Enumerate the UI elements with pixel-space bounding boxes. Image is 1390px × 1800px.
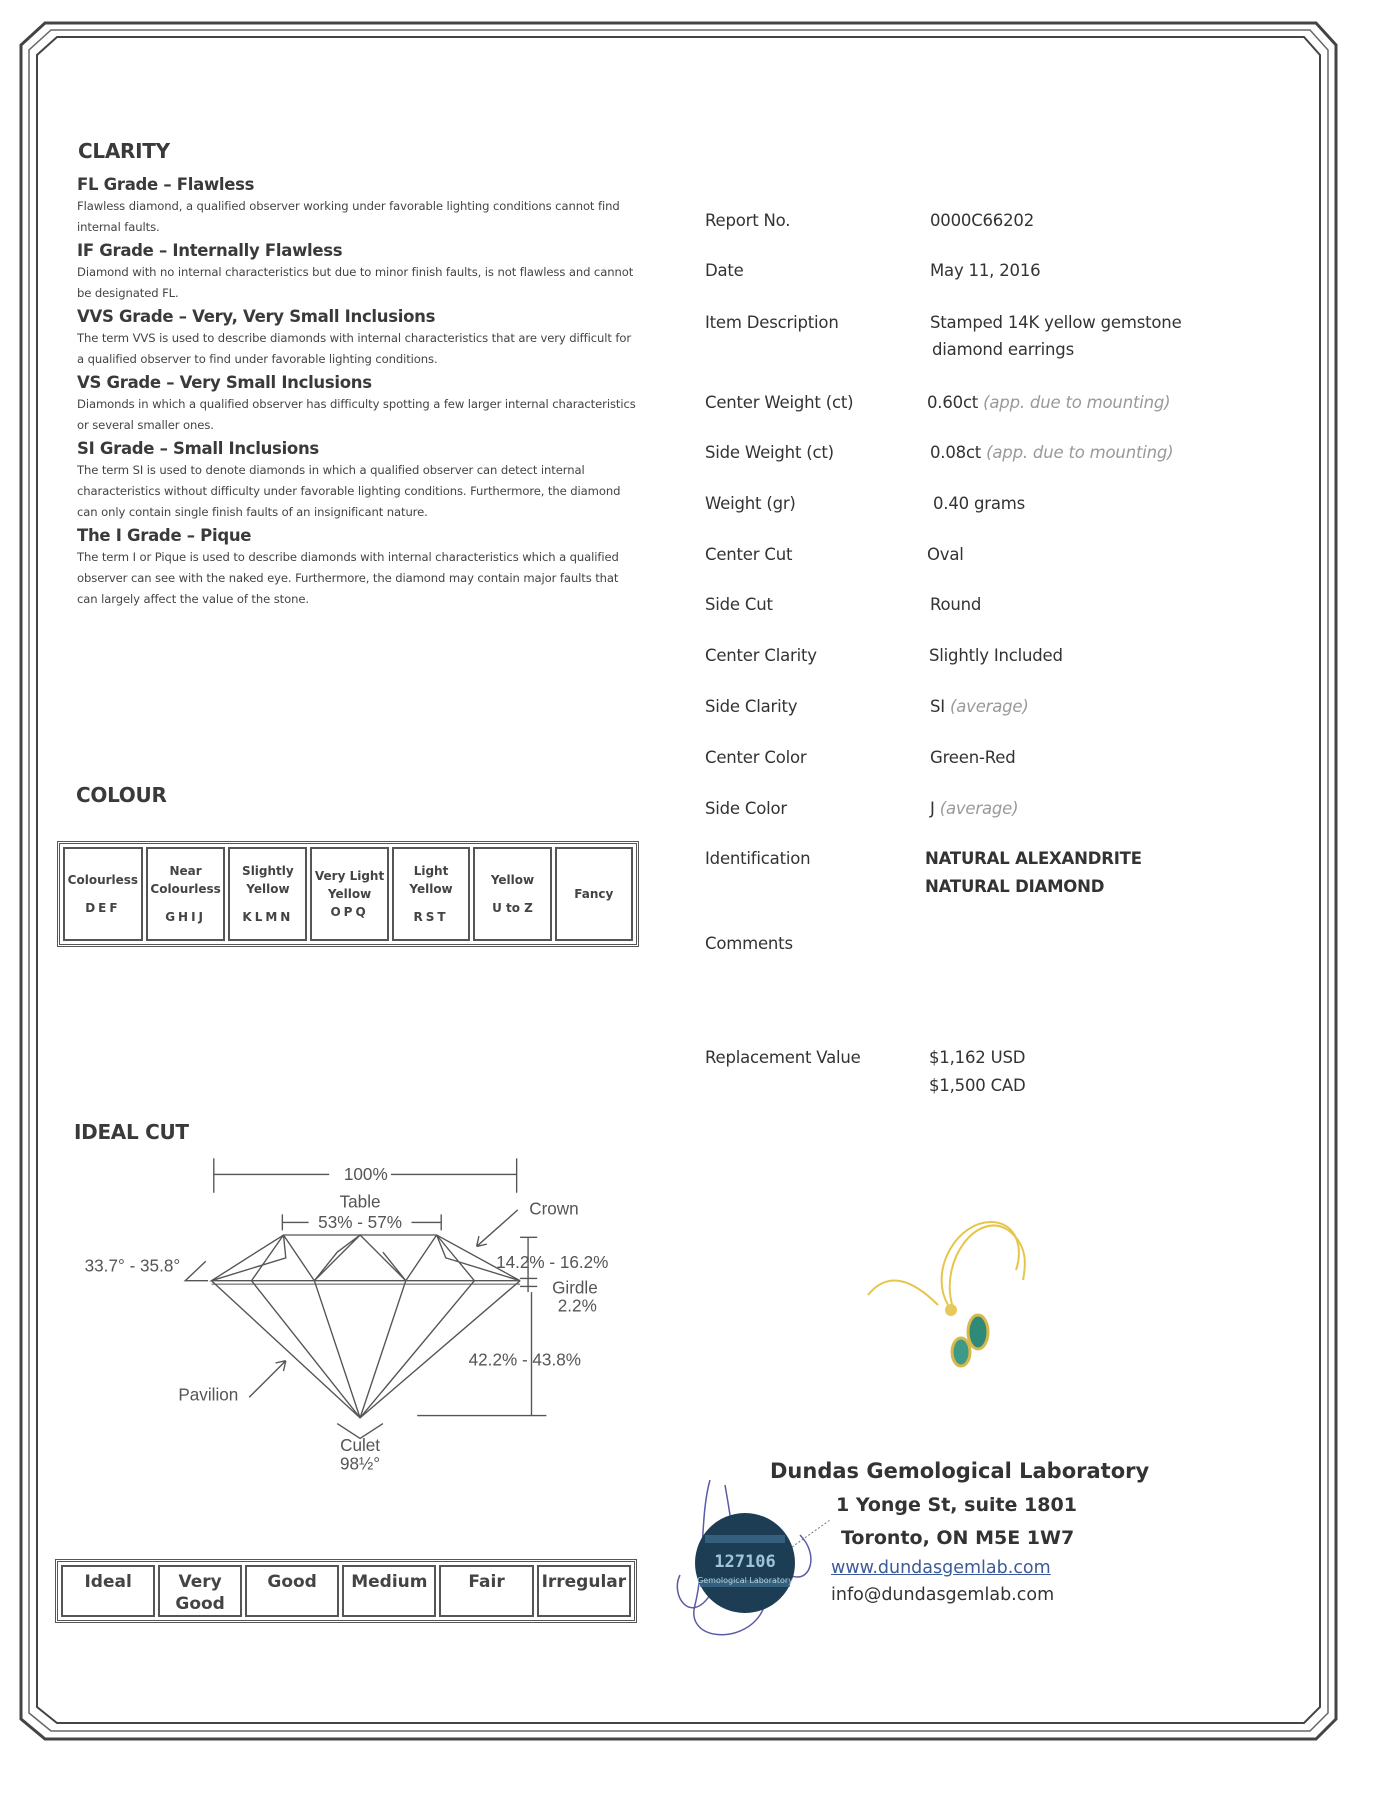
weight-label: Weight (gr) [705, 494, 796, 513]
grade-description: The term SI is used to denote diamonds in which a qualified observer can detect internal characteristics without difficulty under favorable lighting conditions. Furthermore, the diamond can only contain single finish faults of an insignificant nature. [77, 463, 621, 519]
identification-label: Identification [705, 849, 811, 868]
cut-grade-cell: Irregular [537, 1565, 631, 1617]
replacement-value-label: Replacement Value [705, 1048, 861, 1067]
report-no-value: 0000C66202 [930, 211, 1035, 230]
colour-cell: Colourless DEF [63, 847, 143, 941]
grade-heading: FL Grade – Flawless [77, 175, 255, 194]
date-value: May 11, 2016 [930, 261, 1041, 280]
lab-address-line1: 1 Yonge St, suite 1801 [836, 1494, 1077, 1516]
crown-angle: 33.7° - 35.8° [84, 1255, 181, 1276]
weight-value: 0.40 grams [933, 494, 1026, 513]
center-clarity-label: Center Clarity [705, 646, 817, 665]
crown-height: 14.2% - 16.2% [496, 1252, 609, 1273]
earring-photo [858, 1210, 1038, 1380]
side-cut-value: Round [930, 595, 982, 614]
side-clarity-label: Side Clarity [705, 697, 798, 716]
colour-scale-table [57, 841, 639, 947]
lab-website-link[interactable]: www.dundasgemlab.com [831, 1558, 1051, 1578]
colour-cell: Fancy [555, 847, 633, 941]
table-value: 53% - 57% [318, 1212, 402, 1233]
grade-description: Diamonds in which a qualified observer has difficulty spotting a few larger internal characteristics or several smaller ones. [77, 397, 636, 432]
colour-cell: Very Light Yellow OPQ [310, 847, 388, 941]
grade-heading: SI Grade – Small Inclusions [77, 439, 319, 458]
girdle-label: Girdle [552, 1277, 598, 1298]
comments-label: Comments [705, 934, 793, 953]
center-weight-value: 0.60ct (app. due to mounting) [927, 393, 1171, 412]
girdle-value: 2.2% [557, 1295, 597, 1316]
seal-text: Gemological Laboratory [697, 1576, 793, 1585]
side-weight-label: Side Weight (ct) [705, 443, 834, 462]
clarity-title: CLARITY [78, 139, 170, 163]
pavilion-label: Pavilion [178, 1384, 239, 1405]
culet-label: Culet [340, 1435, 381, 1455]
replacement-cad: $1,500 CAD [929, 1076, 1026, 1095]
identification-value: NATURAL ALEXANDRITE [925, 849, 1142, 868]
side-clarity-value: SI (average) [930, 697, 1029, 716]
culet-angle: 98½° [339, 1453, 381, 1474]
lab-email: info@dundasgemlab.com [831, 1585, 1055, 1605]
colour-cell: Near Colourless GHIJ [146, 847, 226, 941]
center-cut-value: Oval [927, 545, 964, 564]
side-cut-label: Side Cut [705, 595, 773, 614]
cut-grade-table [55, 1559, 637, 1623]
cut-grade-cell: Fair [439, 1565, 533, 1617]
report-no-label: Report No. [705, 211, 791, 230]
colour-cell: Light Yellow RST [392, 847, 470, 941]
crown-label: Crown [529, 1198, 579, 1219]
grade-heading: IF Grade – Internally Flawless [77, 241, 343, 260]
colour-title: COLOUR [76, 783, 167, 807]
center-weight-label: Center Weight (ct) [705, 393, 854, 412]
center-clarity-value: Slightly Included [929, 646, 1063, 665]
grade-description: The term I or Pique is used to describe diamonds with internal characteristics which a qualified observer can see with the naked eye. Furthermore, the diamond may contain major faults that can largely affect the value of the stone. [77, 550, 619, 606]
clarity-grades [77, 172, 637, 610]
cut-grade-cell: Good [245, 1565, 339, 1617]
grade-heading: VS Grade – Very Small Inclusions [77, 373, 372, 392]
grade-description: Flawless diamond, a qualified observer working under favorable lighting conditions cannot find internal faults. [77, 199, 620, 234]
side-color-label: Side Color [705, 799, 788, 818]
seal-number: 127106 [714, 1552, 776, 1572]
center-cut-label: Center Cut [705, 545, 793, 564]
center-color-label: Center Color [705, 748, 807, 767]
side-color-value: J (average) [930, 799, 1019, 818]
cut-grade-cell: Ideal [61, 1565, 155, 1617]
table-label: Table [339, 1191, 381, 1212]
center-color-value: Green-Red [930, 748, 1016, 767]
lab-seal-signature [670, 1475, 830, 1650]
colour-cell: Yellow U to Z [473, 847, 551, 941]
cut-grade-cell: Medium [342, 1565, 436, 1617]
identification-value-line2: NATURAL DIAMOND [925, 877, 1105, 896]
diamond-proportion-diagram [80, 1155, 623, 1475]
grade-description: Diamond with no internal characteristics but due to minor finish faults, is not flawless and cannot be designated FL. [77, 265, 634, 300]
pavilion-depth: 42.2% - 43.8% [468, 1349, 581, 1370]
grade-heading: VVS Grade – Very, Very Small Inclusions [77, 307, 436, 326]
item-description-label: Item Description [705, 313, 839, 332]
ideal-cut-title: IDEAL CUT [74, 1120, 189, 1144]
item-description-value: Stamped 14K yellow gemstone [930, 313, 1182, 332]
replacement-usd: $1,162 USD [929, 1048, 1026, 1067]
side-weight-value: 0.08ct (app. due to mounting) [930, 443, 1174, 462]
width-label: 100% [343, 1164, 388, 1185]
cut-grade-cell: Very Good [158, 1565, 242, 1617]
date-label: Date [705, 261, 744, 280]
colour-cell: Slightly Yellow KLMN [228, 847, 307, 941]
grade-description: The term VVS is used to describe diamonds with internal characteristics that are very difficult for a qualified observer to find under favorable lighting conditions. [77, 331, 632, 366]
item-description-value-line2: diamond earrings [932, 340, 1074, 359]
grade-heading: The I Grade – Pique [77, 526, 252, 545]
lab-address-line2: Toronto, ON M5E 1W7 [841, 1527, 1075, 1549]
lab-name: Dundas Gemological Laboratory [770, 1459, 1150, 1483]
